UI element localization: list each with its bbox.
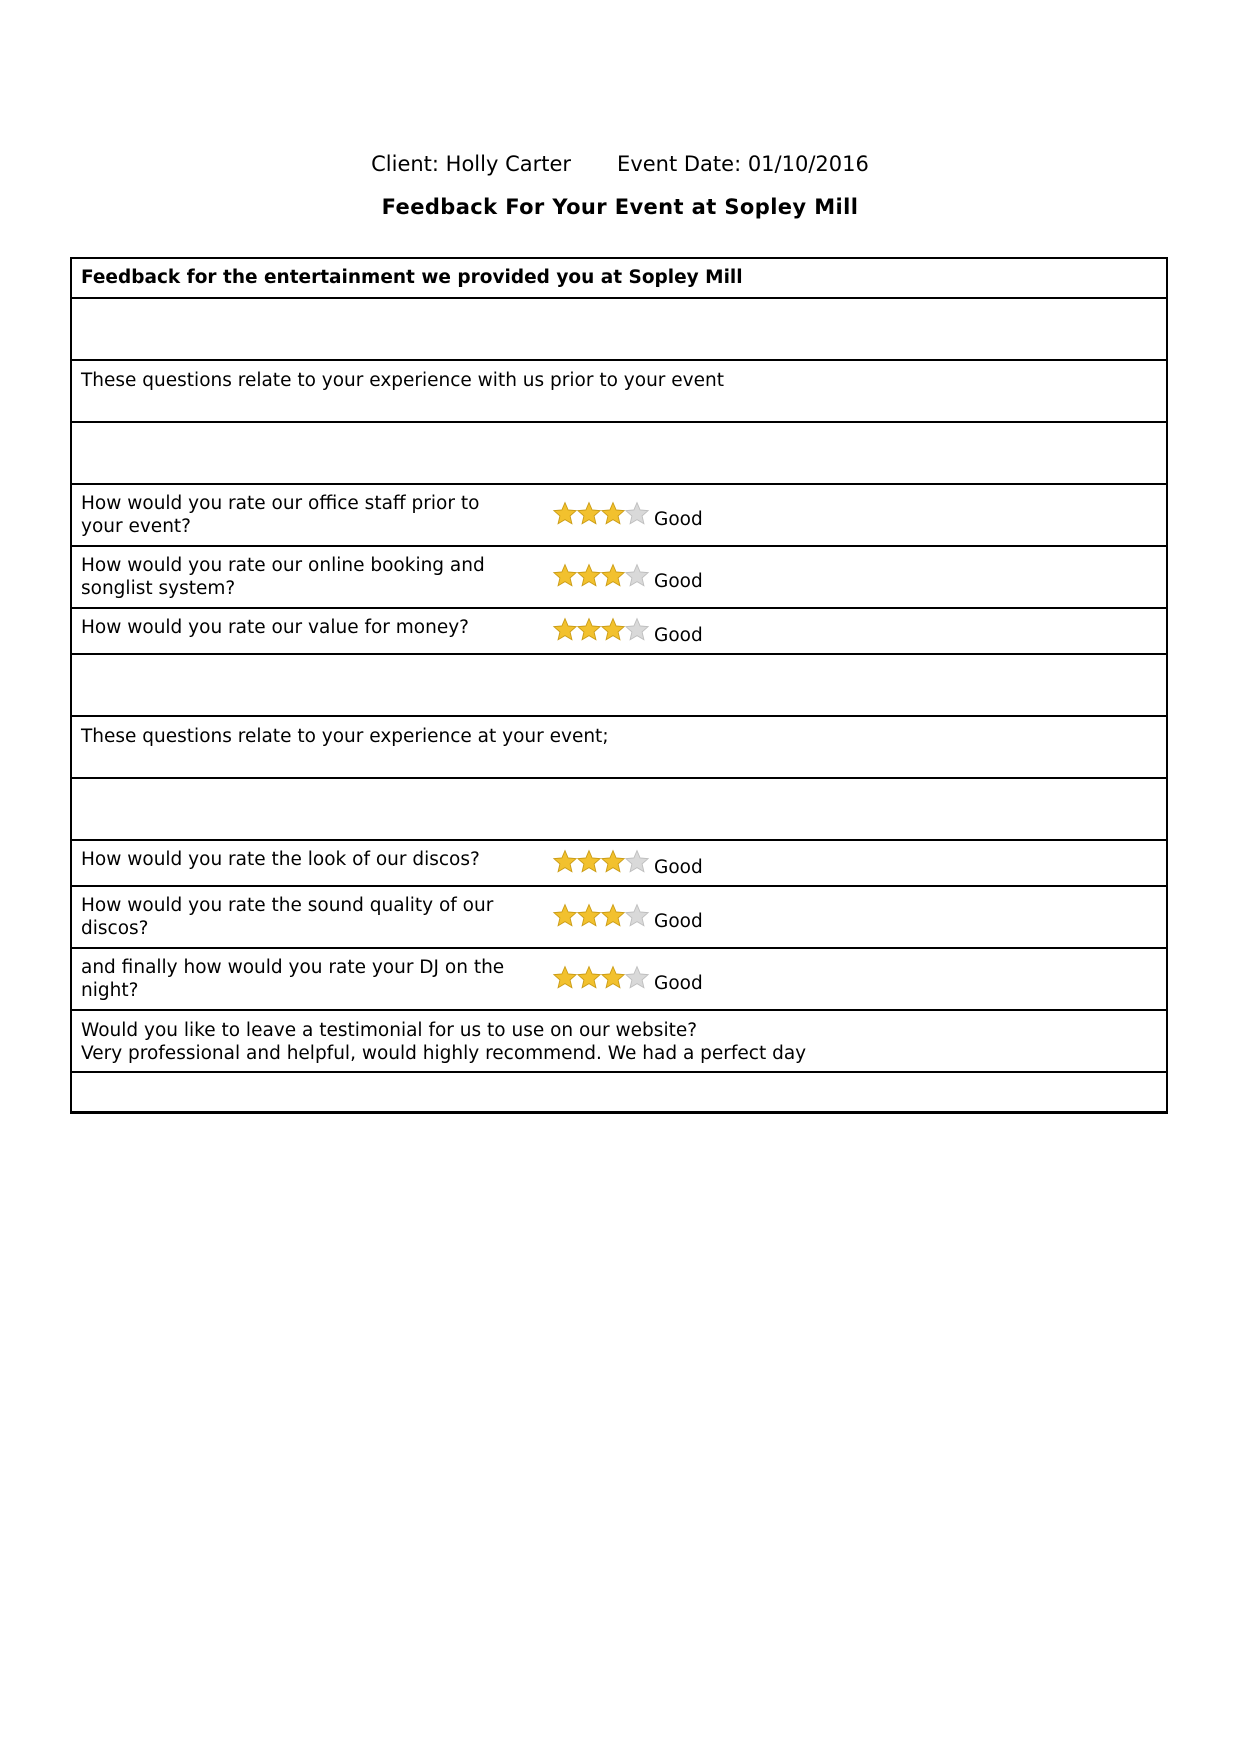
star-rating	[552, 849, 703, 878]
rating-label: Good	[654, 508, 703, 530]
star-filled-icon	[600, 617, 626, 643]
question-text: How would you rate the look of our discos?	[81, 849, 480, 870]
star-filled-icon	[576, 617, 602, 643]
star-rating	[552, 965, 703, 994]
blank-row	[72, 1073, 1166, 1111]
stars	[552, 903, 648, 929]
star-empty-icon	[624, 501, 650, 527]
blank-row	[72, 423, 1166, 485]
star-rating	[552, 903, 703, 932]
testimonial-row	[72, 1011, 1166, 1073]
star-filled-icon	[552, 965, 578, 991]
stars	[552, 965, 648, 991]
star-filled-icon	[576, 563, 602, 589]
star-empty-icon	[624, 617, 650, 643]
client-name: Client: Holly Carter	[371, 152, 572, 176]
star-filled-icon	[576, 965, 602, 991]
question-row-office-staff	[72, 485, 1166, 547]
stars	[552, 849, 648, 875]
star-rating	[552, 501, 703, 530]
testimonial-question: Would you like to leave a testimonial for us to use on our website?	[81, 1020, 698, 1041]
star-filled-icon	[576, 501, 602, 527]
star-filled-icon	[552, 617, 578, 643]
section-at-event: These questions relate to your experience at your event;	[72, 717, 1166, 779]
star-filled-icon	[576, 903, 602, 929]
question-row-value-for-money	[72, 609, 1166, 655]
rating-label: Good	[654, 856, 703, 878]
star-rating	[552, 563, 703, 592]
star-empty-icon	[624, 965, 650, 991]
star-empty-icon	[624, 903, 650, 929]
blank-row	[72, 299, 1166, 361]
event-date: Event Date: 01/10/2016	[617, 152, 869, 176]
star-filled-icon	[600, 563, 626, 589]
star-filled-icon	[552, 501, 578, 527]
star-empty-icon	[624, 849, 650, 875]
question-text: How would you rate our office staff prior to your event?	[81, 493, 480, 537]
section-prior-event: These questions relate to your experience with us prior to your event	[72, 361, 1166, 423]
question-row-sound-quality	[72, 887, 1166, 949]
blank-row	[72, 779, 1166, 841]
question-row-online-booking	[72, 547, 1166, 609]
rating-label: Good	[654, 972, 703, 994]
question-row-disco-look	[72, 841, 1166, 887]
stars	[552, 563, 648, 589]
star-filled-icon	[552, 849, 578, 875]
testimonial-answer: Very professional and helpful, would highly recommend. We had a perfect day	[81, 1043, 807, 1064]
star-empty-icon	[624, 563, 650, 589]
rating-label: Good	[654, 570, 703, 592]
form-heading: Feedback for the entertainment we provided you at Sopley Mill	[72, 259, 1166, 299]
star-filled-icon	[552, 563, 578, 589]
star-filled-icon	[600, 965, 626, 991]
question-text: and finally how would you rate your DJ on the night?	[81, 957, 505, 1001]
rating-label: Good	[654, 624, 703, 646]
blank-row	[72, 655, 1166, 717]
stars	[552, 501, 648, 527]
question-text: How would you rate our value for money?	[81, 617, 469, 638]
star-rating	[552, 617, 703, 646]
star-filled-icon	[600, 849, 626, 875]
question-text: How would you rate our online booking and songlist system?	[81, 555, 485, 599]
star-filled-icon	[600, 501, 626, 527]
star-filled-icon	[600, 903, 626, 929]
rating-label: Good	[654, 910, 703, 932]
star-filled-icon	[552, 903, 578, 929]
client-event-line	[0, 152, 1240, 176]
stars	[552, 617, 648, 643]
feedback-form	[70, 257, 1168, 1114]
question-text: How would you rate the sound quality of our discos?	[81, 895, 494, 939]
star-filled-icon	[576, 849, 602, 875]
document-title: Feedback For Your Event at Sopley Mill	[381, 195, 859, 219]
question-row-dj	[72, 949, 1166, 1011]
